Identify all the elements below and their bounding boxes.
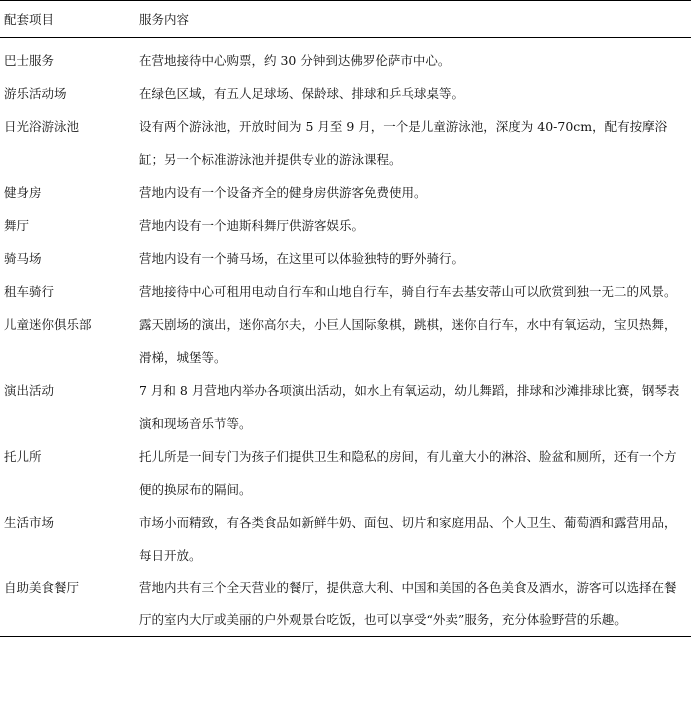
facility-name: 游乐活动场 bbox=[4, 86, 67, 101]
facility-description: 托儿所是一间专门为孩子们提供卫生和隐私的房间，有儿童大小的淋浴、脸盆和厕所，还有一个方便的换尿布的隔间。 bbox=[139, 449, 677, 497]
facility-name: 骑马场 bbox=[4, 251, 42, 266]
table-row bbox=[0, 77, 691, 110]
facility-description: 在绿色区域，有五人足球场、保龄球、排球和乒乓球桌等。 bbox=[139, 86, 465, 101]
facility-name: 日光浴游泳池 bbox=[4, 119, 80, 134]
facility-name: 租车骑行 bbox=[4, 284, 55, 299]
facility-description: 营地接待中心可租用电动自行车和山地自行车，骑自行车去基安蒂山可以欣赏到独一无二的风景。 bbox=[139, 284, 677, 299]
facility-description: 营地内设有一个设备齐全的健身房供游客免费使用。 bbox=[139, 185, 427, 200]
table-header-row bbox=[0, 1, 691, 38]
facility-name: 演出活动 bbox=[4, 383, 55, 398]
table-row bbox=[0, 110, 691, 176]
facility-description: 营地内共有三个全天营业的餐厅，提供意大利、中国和美国的各色美食及酒水，游客可以选择在餐厅的室内大厅或美丽的户外观景台吃饭，也可以享受“外卖”服务，充分体验野营的乐趣。 bbox=[136, 572, 691, 637]
header-content: 服务内容 bbox=[136, 1, 691, 38]
facility-description: 露天剧场的演出，迷你高尔夫，小巨人国际象棋，跳棋，迷你自行车，水中有氧运动，宝贝热舞，滑梯，城堡等。 bbox=[139, 317, 677, 365]
table-row bbox=[0, 209, 691, 242]
table-row bbox=[0, 506, 691, 572]
table-row bbox=[0, 572, 691, 637]
facility-name: 托儿所 bbox=[4, 449, 42, 464]
facility-description: 营地内设有一个迪斯科舞厅供游客娱乐。 bbox=[139, 218, 365, 233]
facility-name: 舞厅 bbox=[4, 218, 30, 233]
facility-description: 市场小而精致，有各类食品如新鲜牛奶、面包、切片和家庭用品、个人卫生、葡萄酒和露营用品，每日开放。 bbox=[139, 515, 677, 563]
table-row bbox=[0, 275, 691, 308]
facility-name: 儿童迷你俱乐部 bbox=[4, 317, 92, 332]
table-row bbox=[0, 440, 691, 506]
table-row bbox=[0, 308, 691, 374]
facility-name: 巴士服务 bbox=[4, 53, 55, 68]
facility-name: 自助美食餐厅 bbox=[0, 572, 136, 637]
header-item: 配套项目 bbox=[0, 1, 136, 38]
table-row bbox=[0, 176, 691, 209]
table-header bbox=[0, 1, 691, 38]
facility-name: 生活市场 bbox=[4, 515, 55, 530]
table-row bbox=[0, 374, 691, 440]
facility-description: 7 月和 8 月营地内举办各项演出活动，如水上有氧运动，幼儿舞蹈，排球和沙滩排球比赛，钢琴表演和现场音乐节等。 bbox=[139, 383, 680, 431]
facility-name: 健身房 bbox=[4, 185, 42, 200]
facility-description: 在营地接待中心购票，约 30 分钟到达佛罗伦萨市中心。 bbox=[139, 53, 451, 68]
table-row bbox=[0, 242, 691, 275]
table-row bbox=[0, 38, 691, 78]
facility-description: 营地内设有一个骑马场，在这里可以体验独特的野外骑行。 bbox=[139, 251, 465, 266]
facility-description: 设有两个游泳池，开放时间为 5 月至 9 月，一个是儿童游泳池，深度为 40-70cm，配有按摩浴缸；另一个标准游泳池并提供专业的游泳课程。 bbox=[139, 119, 668, 167]
table-body bbox=[0, 38, 691, 637]
